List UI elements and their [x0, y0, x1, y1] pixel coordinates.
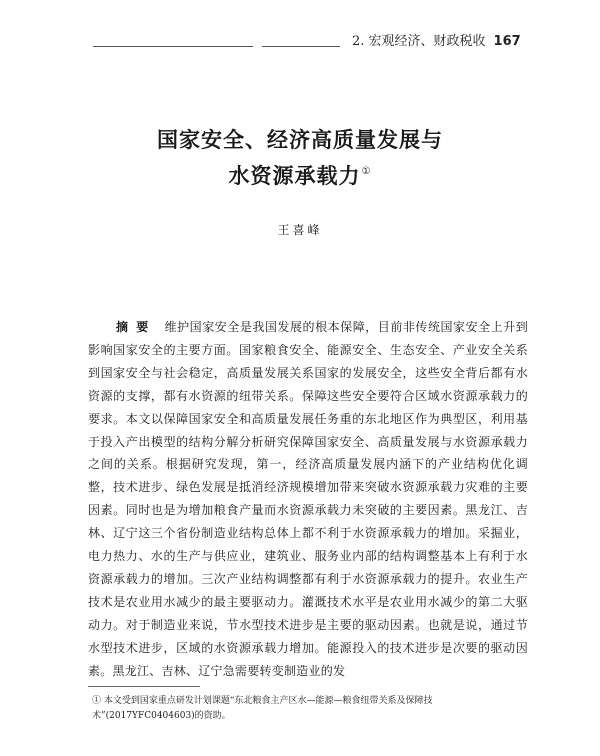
footnote-rule [88, 686, 200, 687]
title-line-2: 水资源承载力 [228, 163, 361, 188]
title-line-1: 国家安全、经济高质量发展与 [157, 127, 443, 152]
abstract-text: 维护国家安全是我国发展的根本保障，目前非传统国家安全上升到影响国家安全的主要方面。国家粮食安全、能源安全、生态安全、产业安全关系到国家安全与社会稳定，高质量发展关系国家的发展安全，这些安全背后都有水资源的支撑，都有水资源的纽带关系。保障这些安全要符合区域水资源承载力的要求。本文以保障国家安全和高质量发展任务重的东北地区作为典型区，利用基于投入产出模型的结构分解分析研究保障国家安全、高质量发展与水资源承载力之间的关系。根据研究发现，第一，经济高质量发展内涵下的产业结构优化调整，技术进步、绿色发展是抵消经济规模增加带来突破水资源承载力灾难的主要因素。同时也是为增加粮食产量而水资源承载力未突破的主要因素。黑龙江、吉林、辽宁这三个省份制造业结构总体上都不利于水资源承载力的增加。采掘业，电力热力、水的生产与供应业，建筑业、服务业内部的结构调整基本上有利于水资源承载力的增加。三次产业结构调整都有利于水资源承载力的提升。农业生产技术是农业用水减少的最主要驱动力。灌溉技术水平是农业用水减少的第二大驱动力。对于制造业来说，节水型技术进步是主要的驱动因素。也就是说，通过节水型技术进步，区域的水资源承载力增加。能源投入的技术进步是次要的驱动因素。黑龙江、吉林、辽宁急需要转变制造业的发 [88, 320, 528, 678]
header-section: 2. 宏观经济、财政税收 [352, 34, 486, 49]
footnote-mark: ① [92, 696, 102, 706]
footnote [92, 694, 528, 724]
abstract [88, 316, 528, 683]
running-header [352, 30, 521, 49]
page-number: 167 [493, 34, 521, 49]
author-name: 王喜峰 [277, 223, 323, 237]
header-rule-middle [262, 46, 340, 47]
article-title [0, 124, 600, 192]
footnote-text: 本文受到国家重点研发计划课题“东北粮食主产区水—能源—粮食纽带关系及保障技术”(2017YFC0404603)的资助。 [92, 696, 433, 721]
abstract-label: 摘要 [116, 320, 157, 334]
title-footnote-mark: ① [361, 166, 372, 177]
header-rule-left [93, 46, 253, 47]
